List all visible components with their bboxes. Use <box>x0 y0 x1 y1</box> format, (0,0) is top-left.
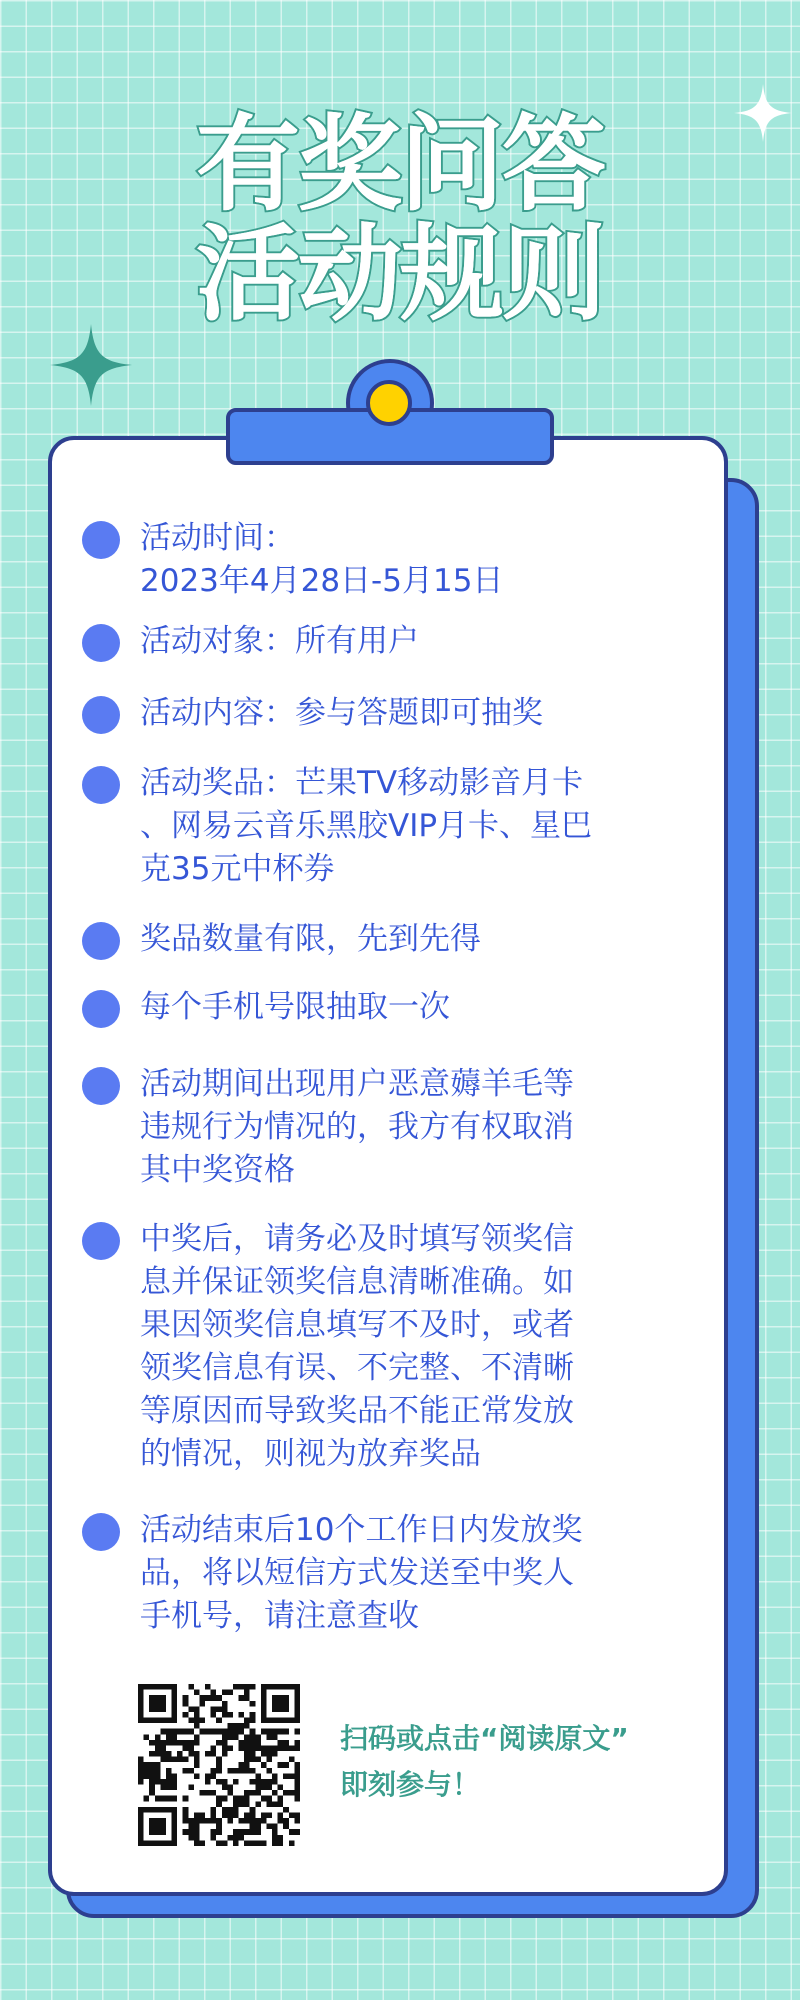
cta-text[interactable]: 扫码或点击“阅读原文” 即刻参与！ <box>340 1722 629 1801</box>
page-title-line-2: 活动规则 <box>195 213 604 335</box>
rule-text: 活动期间出现用户恶意薅羊毛等 违规行为情况的，我方有权取消 其中奖资格 <box>140 1066 574 1188</box>
bullet-dot <box>82 922 120 960</box>
bullet-dot <box>82 624 120 662</box>
bullet-dot <box>82 1067 120 1105</box>
rule-text: 奖品数量有限，先到先得 <box>140 921 481 957</box>
bullet-dot <box>82 696 120 734</box>
clipboard-clip-dot <box>366 380 412 426</box>
page-title-line-1: 有奖问答 <box>195 103 604 225</box>
qr-code-icon[interactable] <box>138 1684 300 1846</box>
bullet-dot <box>82 1513 120 1551</box>
rule-text: 活动奖品：芒果TV移动影音月卡 、网易云音乐黑胶VIP月卡、星巴 克35元中杯券 <box>140 765 593 887</box>
bullet-dot <box>82 521 120 559</box>
bullet-dot <box>82 1222 120 1260</box>
rule-text: 活动对象：所有用户 <box>140 623 419 659</box>
rule-text: 活动结束后10个工作日内发放奖 品，将以短信方式发送至中奖人 手机号，请注意查收 <box>140 1512 583 1634</box>
rule-text: 中奖后，请务必及时填写领奖信 息并保证领奖信息清晰准确。如 果因领奖信息填写不及时，或者 领奖信息有误、不完整、不清晰 等原因而导致奖品不能正常发放 的情况，则视为放弃奖品 <box>140 1221 574 1472</box>
rule-text: 活动时间： 2023年4月28日-5月15日 <box>140 520 504 599</box>
sparkle-left-icon <box>50 324 132 406</box>
bullet-dot <box>82 766 120 804</box>
bullet-dot <box>82 990 120 1028</box>
rule-text: 每个手机号限抽取一次 <box>140 989 450 1025</box>
rule-text: 活动内容：参与答题即可抽奖 <box>140 695 543 731</box>
